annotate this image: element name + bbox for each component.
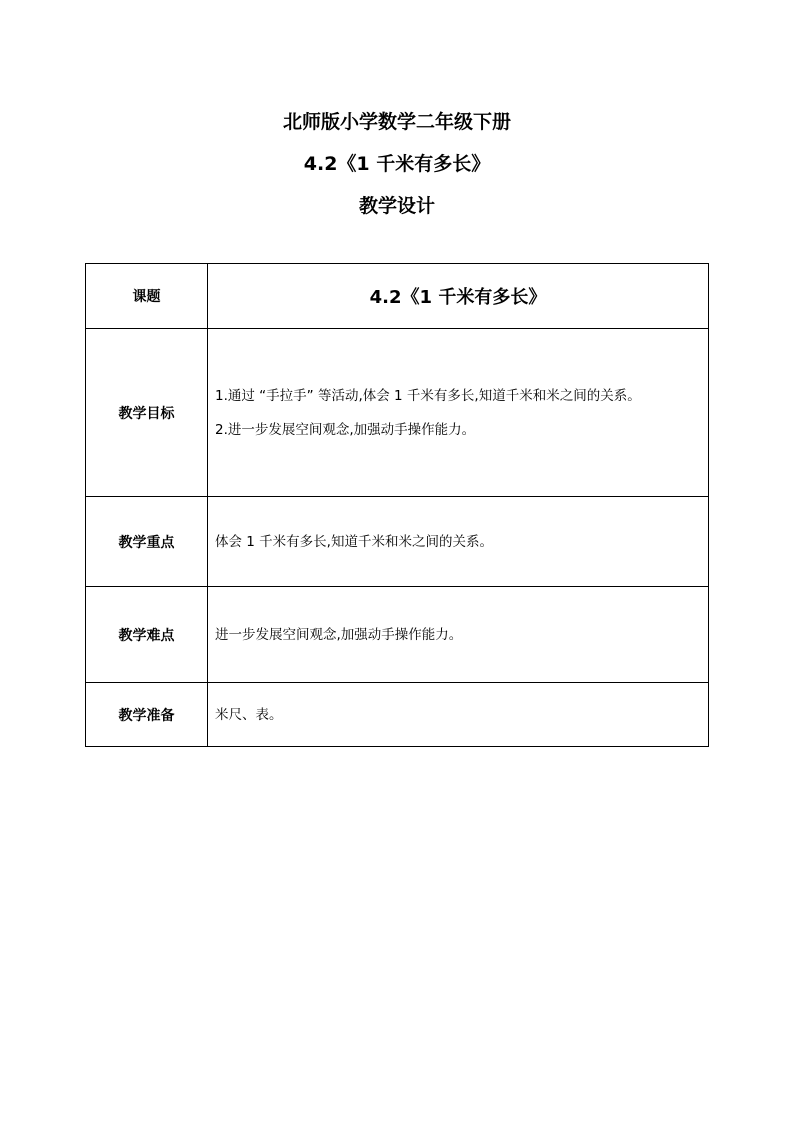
document-title-block <box>0 101 794 227</box>
table-row-objectives <box>86 329 709 497</box>
table-row-preparation <box>86 683 709 747</box>
table-row-topic <box>86 264 709 329</box>
key-points-value: 体会 1 千米有多长,知道千米和米之间的关系。 <box>208 497 709 587</box>
difficulties-value: 进一步发展空间观念,加强动手操作能力。 <box>208 587 709 683</box>
objectives-cell <box>208 329 709 497</box>
objective-item-1: 1.通过 “手拉手” 等活动,体会 1 千米有多长,知道千米和米之间的关系。 <box>215 387 641 404</box>
key-points-label: 教学重点 <box>86 497 208 587</box>
topic-label: 课题 <box>86 264 208 329</box>
document-title-textbook: 北师版小学数学二年级下册 <box>282 111 511 133</box>
preparation-label: 教学准备 <box>86 683 208 747</box>
table-row-difficulties <box>86 587 709 683</box>
document-title-lesson: 4.2《1 千米有多长》 <box>303 153 491 175</box>
document-title-type: 教学设计 <box>358 195 435 217</box>
objective-item-2: 2.进一步发展空间观念,加强动手操作能力。 <box>215 421 476 438</box>
preparation-value: 米尺、表。 <box>208 683 709 747</box>
difficulties-label: 教学难点 <box>86 587 208 683</box>
table-row-key-points <box>86 497 709 587</box>
objectives-label: 教学目标 <box>86 329 208 497</box>
lesson-plan-table <box>85 263 709 747</box>
topic-value: 4.2《1 千米有多长》 <box>208 264 709 329</box>
